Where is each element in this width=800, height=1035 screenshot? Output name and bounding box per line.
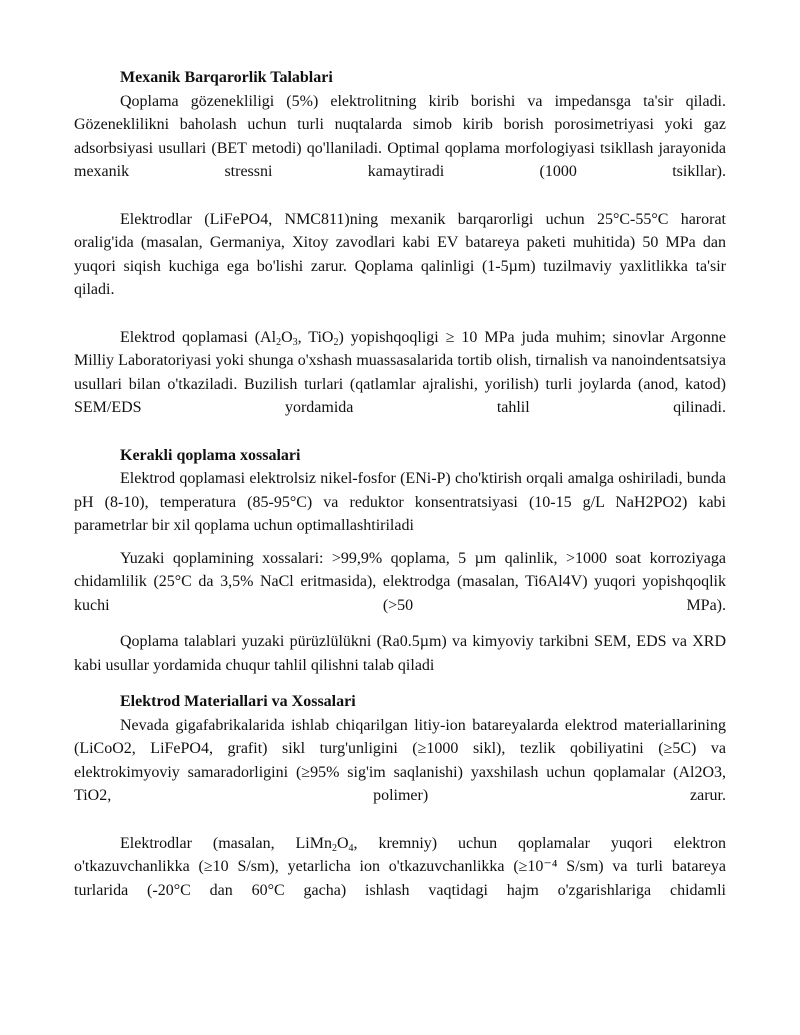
paragraph-coating-adhesion <box>74 326 726 420</box>
paragraph-spacer <box>74 538 726 547</box>
paragraph-spacer <box>74 808 726 832</box>
paragraph-spacer <box>74 420 726 444</box>
text-run: O <box>281 328 293 346</box>
text-run: Elektrodlar (masalan, LiMn <box>120 834 332 852</box>
text-run: , kremniy) uchun qoplamalar yuqori elektron o'tkazuvchanlikka (≥10 S/sm), yetarlicha ion o'tkazuvchanlikka (≥10⁻⁴ S/sm) va turli batareya turlarida (-20°C dan 60°C gacha) ishlash vaqtidagi hajm o'zgarishlariga chidamli <box>74 834 726 899</box>
text-run: Elektrod qoplamasi (Al <box>120 328 277 346</box>
text-run: , TiO <box>297 328 334 346</box>
paragraph: Qoplama gözenekliligi (5%) elektrolitning kirib borishi va impedansga ta'sir qiladi. Gözeneklilikni baholash uchun turli nuqtalarda simob kirib borish porosimetriyasi yoki gaz adsorbsiyasi usullari (BET metodi) qo'llaniladi. Optimal qoplama morfologiyasi tsikllash jarayonida mexanik stressni kamaytiradi (1000 tsikllar). <box>74 92 726 180</box>
paragraph: Yuzaki qoplamining xossalari: >99,9% qoplama, 5 µm qalinlik, >1000 soat korroziyaga chidamlilik (25°C da 3,5% NaCl eritmasida), elektrodga (masalan, Ti6Al4V) yuqori yopishqoqlik kuchi (>50 MPa). <box>74 549 726 614</box>
text-run: ) yopishqoqligi ≥ 10 MPa juda muhim; sinovlar Argonne Milliy Laboratoriyasi yoki shunga o'xshash muassasalarida tortib olish, tirnalish va nanoindentsatsiya usullari bilan o'tkaziladi. Buzilish turlari (qatlamlar ajralishi, yorilish) turli joylarda (anod, katod) SEM/EDS yordamida tahlil qilinadi. <box>74 328 727 416</box>
paragraph: Qoplama talablari yuzaki pürüzlülükni (Ra0.5µm) va kimyoviy tarkibni SEM, EDS va XRD kabi usullar yordamida chuqur tahlil qilishni talab qiladi <box>74 633 726 674</box>
paragraph: Elektrodlar (LiFePO4, NMC811)ning mexanik barqarorligi uchun 25°C-55°C harorat oralig'ida (masalan, Germaniya, Xitoy zavodlari kabi EV batareya paketi muhitida) 50 MPa dan yuqori siqish kuchiga ega bo'lishi zarur. Qoplama qalinligi (1-5µm) tuzilmaviy yaxlitlikka ta'sir qiladi. <box>74 210 726 298</box>
section-heading: Mexanik Barqarorlik Talablari <box>120 69 333 86</box>
paragraph-electrode-coatings <box>74 832 726 903</box>
subscript: 2 <box>331 842 337 854</box>
paragraph-spacer <box>74 302 726 326</box>
section-heading: Elektrod Materiallari va Xossalari <box>120 693 356 710</box>
paragraph-spacer <box>74 184 726 208</box>
subscript: 2 <box>333 336 339 348</box>
subscript: 3 <box>292 336 298 348</box>
subscript: 2 <box>276 336 282 348</box>
text-run: O <box>336 834 349 852</box>
paragraph-spacer <box>74 617 726 630</box>
paragraph: Elektrod qoplamasi elektrolsiz nikel-fosfor (ENi-P) cho'ktirish orqali amalga oshiriladi, bunda pH (8-10), temperatura (85-95°C) va reduktor konsentratsiyasi (10-15 g/L NaH2PO2) kabi parametrlar bir xil qoplama uchun optimallashtiriladi <box>74 470 726 534</box>
paragraph-spacer <box>74 677 726 690</box>
paragraph: Nevada gigafabrikalarida ishlab chiqarilgan litiy-ion batareyalarda elektrod materiallarining (LiCoO2, LiFePO4, grafit) sikl turg'unligini (≥1000 sikl), tezlik qobiliyatini (≥5C) va elektrokimyoviy samaradorligini (≥95% sig'im saqlanishi) yaxshilash uchun qoplamalar (Al2O3, TiO2, polimer) zarur. <box>74 716 726 804</box>
document-page <box>74 66 726 902</box>
subscript: 4 <box>348 842 354 854</box>
section-heading: Kerakli qoplama xossalari <box>120 446 301 464</box>
